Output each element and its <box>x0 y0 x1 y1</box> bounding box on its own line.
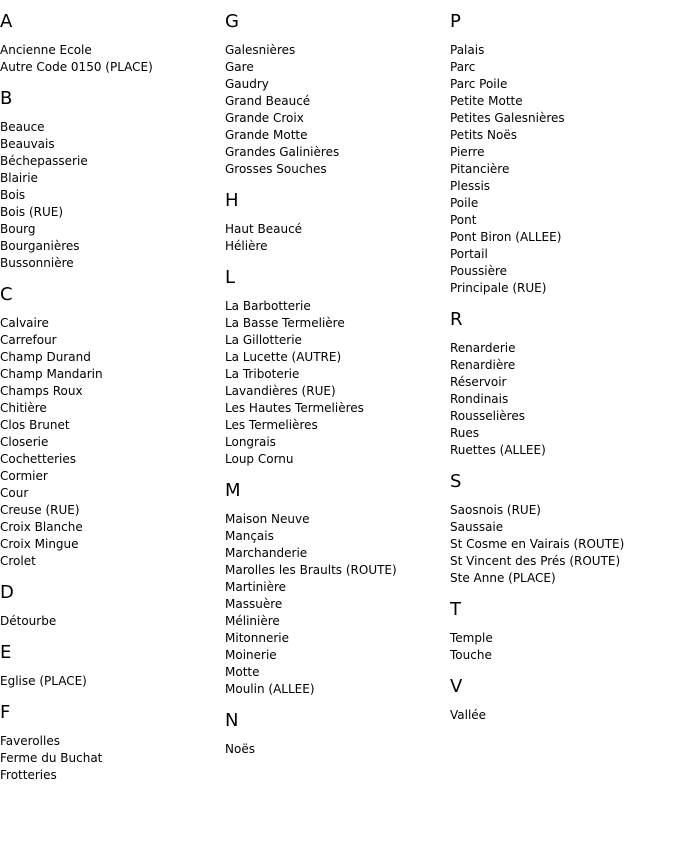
street-link[interactable]: Ruettes (ALLEE) <box>450 443 546 457</box>
street-link[interactable]: Réservoir <box>450 375 507 389</box>
street-link[interactable]: Beauvais <box>0 137 55 151</box>
street-link[interactable]: Saosnois (RUE) <box>450 503 541 517</box>
street-link[interactable]: Renardière <box>450 358 516 372</box>
street-link[interactable]: Petite Motte <box>450 94 523 108</box>
street-link[interactable]: Clos Brunet <box>0 418 70 432</box>
street-link[interactable]: Poussière <box>450 264 508 278</box>
street-link[interactable]: Mitonnerie <box>225 631 289 645</box>
street-link[interactable]: Béchepasserie <box>0 154 88 168</box>
index-column <box>225 11 450 770</box>
street-link[interactable]: Frotteries <box>0 768 57 782</box>
street-link[interactable]: Maison Neuve <box>225 512 310 526</box>
street-list <box>0 315 225 570</box>
letter-group <box>0 284 225 570</box>
street-list <box>0 673 225 690</box>
street-link[interactable]: Bussonnière <box>0 256 74 270</box>
street-link[interactable]: Croix Mingue <box>0 537 79 551</box>
letter-group <box>450 11 675 297</box>
street-link[interactable]: Massuère <box>225 597 283 611</box>
street-link[interactable]: St Vincent des Prés (ROUTE) <box>450 554 621 568</box>
street-link[interactable]: Marolles les Braults (ROUTE) <box>225 563 397 577</box>
street-link[interactable]: Champs Roux <box>0 384 83 398</box>
street-list <box>450 42 675 297</box>
letter-heading: E <box>0 642 12 663</box>
street-link[interactable]: Grosses Souches <box>225 162 327 176</box>
street-link[interactable]: Eglise (PLACE) <box>0 674 87 688</box>
street-list <box>225 221 450 255</box>
street-list <box>450 630 675 664</box>
street-link[interactable]: Galesnières <box>225 43 296 57</box>
street-link[interactable]: Croix Blanche <box>0 520 83 534</box>
letter-heading: P <box>450 11 461 32</box>
street-link[interactable]: Détourbe <box>0 614 57 628</box>
letter-group <box>450 676 675 724</box>
street-link[interactable]: Champ Durand <box>0 350 91 364</box>
street-link[interactable]: Creuse (RUE) <box>0 503 80 517</box>
letter-heading: C <box>0 284 13 305</box>
letter-heading: F <box>0 702 11 723</box>
street-link[interactable]: Moulin (ALLEE) <box>225 682 315 696</box>
street-link[interactable]: Crolet <box>0 554 36 568</box>
letter-heading: A <box>0 11 13 32</box>
letter-group <box>0 582 225 630</box>
street-link[interactable]: Petites Galesnières <box>450 111 565 125</box>
street-link[interactable]: Bois (RUE) <box>0 205 64 219</box>
letter-heading: R <box>450 309 463 330</box>
street-link[interactable]: Saussaie <box>450 520 504 534</box>
street-link[interactable]: Petits Noës <box>450 128 517 142</box>
letter-group <box>450 599 675 664</box>
street-link[interactable]: Cochetteries <box>0 452 77 466</box>
letter-heading: N <box>225 710 239 731</box>
street-list <box>450 707 675 724</box>
letter-group <box>0 642 225 690</box>
street-list <box>225 741 450 758</box>
street-link[interactable]: Bourganières <box>0 239 80 253</box>
street-link[interactable]: Pitancière <box>450 162 510 176</box>
letter-group <box>225 480 450 698</box>
street-link[interactable]: La Basse Termelière <box>225 316 345 330</box>
street-link[interactable]: Gaudry <box>225 77 269 91</box>
letter-heading: T <box>450 599 461 620</box>
street-link[interactable]: Poile <box>450 196 479 210</box>
street-link[interactable]: Loup Cornu <box>225 452 294 466</box>
street-link[interactable]: Martinière <box>225 580 287 594</box>
street-link[interactable]: Pierre <box>450 145 485 159</box>
street-list <box>0 119 225 272</box>
letter-group <box>0 702 225 784</box>
street-link[interactable]: Mélinière <box>225 614 280 628</box>
street-link[interactable]: Ste Anne (PLACE) <box>450 571 556 585</box>
street-link[interactable]: Closerie <box>0 435 49 449</box>
street-list <box>225 42 450 178</box>
street-link[interactable]: Palais <box>450 43 485 57</box>
street-link[interactable]: Grandes Galinières <box>225 145 340 159</box>
index-column <box>0 11 225 796</box>
street-link[interactable]: Haut Beaucé <box>225 222 303 236</box>
street-link[interactable]: Champ Mandarin <box>0 367 103 381</box>
street-link[interactable]: Ferme du Buchat <box>0 751 103 765</box>
street-link[interactable]: Portail <box>450 247 488 261</box>
street-link[interactable]: Autre Code 0150 (PLACE) <box>0 60 153 74</box>
letter-heading: D <box>0 582 14 603</box>
street-link[interactable]: Carrefour <box>0 333 57 347</box>
street-list <box>450 502 675 587</box>
street-link[interactable]: Principale (RUE) <box>450 281 547 295</box>
street-link[interactable]: Mançais <box>225 529 274 543</box>
letter-group <box>225 11 450 178</box>
letter-group <box>0 88 225 272</box>
street-link[interactable]: La Triboterie <box>225 367 300 381</box>
street-link[interactable]: Parc Poile <box>450 77 508 91</box>
letter-group <box>225 267 450 468</box>
street-link[interactable]: Ancienne Ecole <box>0 43 92 57</box>
street-list <box>450 340 675 459</box>
letter-group <box>225 190 450 255</box>
letter-heading: B <box>0 88 13 109</box>
street-link[interactable]: Gare <box>225 60 254 74</box>
street-link[interactable]: La Barbotterie <box>225 299 311 313</box>
letter-group <box>450 309 675 459</box>
street-link[interactable]: Blairie <box>0 171 38 185</box>
street-list <box>0 42 225 76</box>
street-link[interactable]: Faverolles <box>0 734 60 748</box>
street-link[interactable]: St Cosme en Vairais (ROUTE) <box>450 537 625 551</box>
street-link[interactable]: Vallée <box>450 708 487 722</box>
street-link[interactable]: La Gillotterie <box>225 333 302 347</box>
letter-heading: G <box>225 11 239 32</box>
street-link[interactable]: Cour <box>0 486 29 500</box>
street-link[interactable]: Renarderie <box>450 341 516 355</box>
street-list <box>225 298 450 468</box>
letter-group <box>0 11 225 76</box>
street-link[interactable]: Les Termelières <box>225 418 318 432</box>
street-link[interactable]: Touche <box>450 648 492 662</box>
street-link[interactable]: Temple <box>450 631 493 645</box>
street-link[interactable]: Parc <box>450 60 476 74</box>
street-link[interactable]: Bourg <box>0 222 36 236</box>
street-list <box>225 511 450 698</box>
street-link[interactable]: Pont <box>450 213 477 227</box>
street-link[interactable]: Moinerie <box>225 648 277 662</box>
street-link[interactable]: Bois <box>0 188 26 202</box>
street-link[interactable]: La Lucette (AUTRE) <box>225 350 342 364</box>
letter-heading: L <box>225 267 236 288</box>
street-link[interactable]: Beauce <box>0 120 45 134</box>
letter-group <box>450 471 675 587</box>
street-link[interactable]: Les Hautes Termelières <box>225 401 364 415</box>
street-list <box>0 733 225 784</box>
street-link[interactable]: Calvaire <box>0 316 49 330</box>
street-list <box>0 613 225 630</box>
street-link[interactable]: Hélière <box>225 239 268 253</box>
street-link[interactable]: Noës <box>225 742 255 756</box>
street-link[interactable]: Grande Croix <box>225 111 304 125</box>
street-link[interactable]: Cormier <box>0 469 48 483</box>
street-link[interactable]: Rousselières <box>450 409 525 423</box>
street-link[interactable]: Grand Beaucé <box>225 94 311 108</box>
letter-heading: H <box>225 190 239 211</box>
street-link[interactable]: Rues <box>450 426 480 440</box>
street-link[interactable]: Pont Biron (ALLEE) <box>450 230 562 244</box>
street-link[interactable]: Motte <box>225 665 260 679</box>
street-link[interactable]: Lavandières (RUE) <box>225 384 336 398</box>
letter-heading: V <box>450 676 463 697</box>
street-link[interactable]: Chitière <box>0 401 47 415</box>
street-link[interactable]: Longrais <box>225 435 276 449</box>
letter-group <box>225 710 450 758</box>
street-link[interactable]: Marchanderie <box>225 546 308 560</box>
street-link[interactable]: Plessis <box>450 179 491 193</box>
index-column <box>450 11 675 736</box>
letter-heading: S <box>450 471 462 492</box>
letter-heading: M <box>225 480 241 501</box>
street-link[interactable]: Grande Motte <box>225 128 308 142</box>
street-link[interactable]: Rondinais <box>450 392 509 406</box>
